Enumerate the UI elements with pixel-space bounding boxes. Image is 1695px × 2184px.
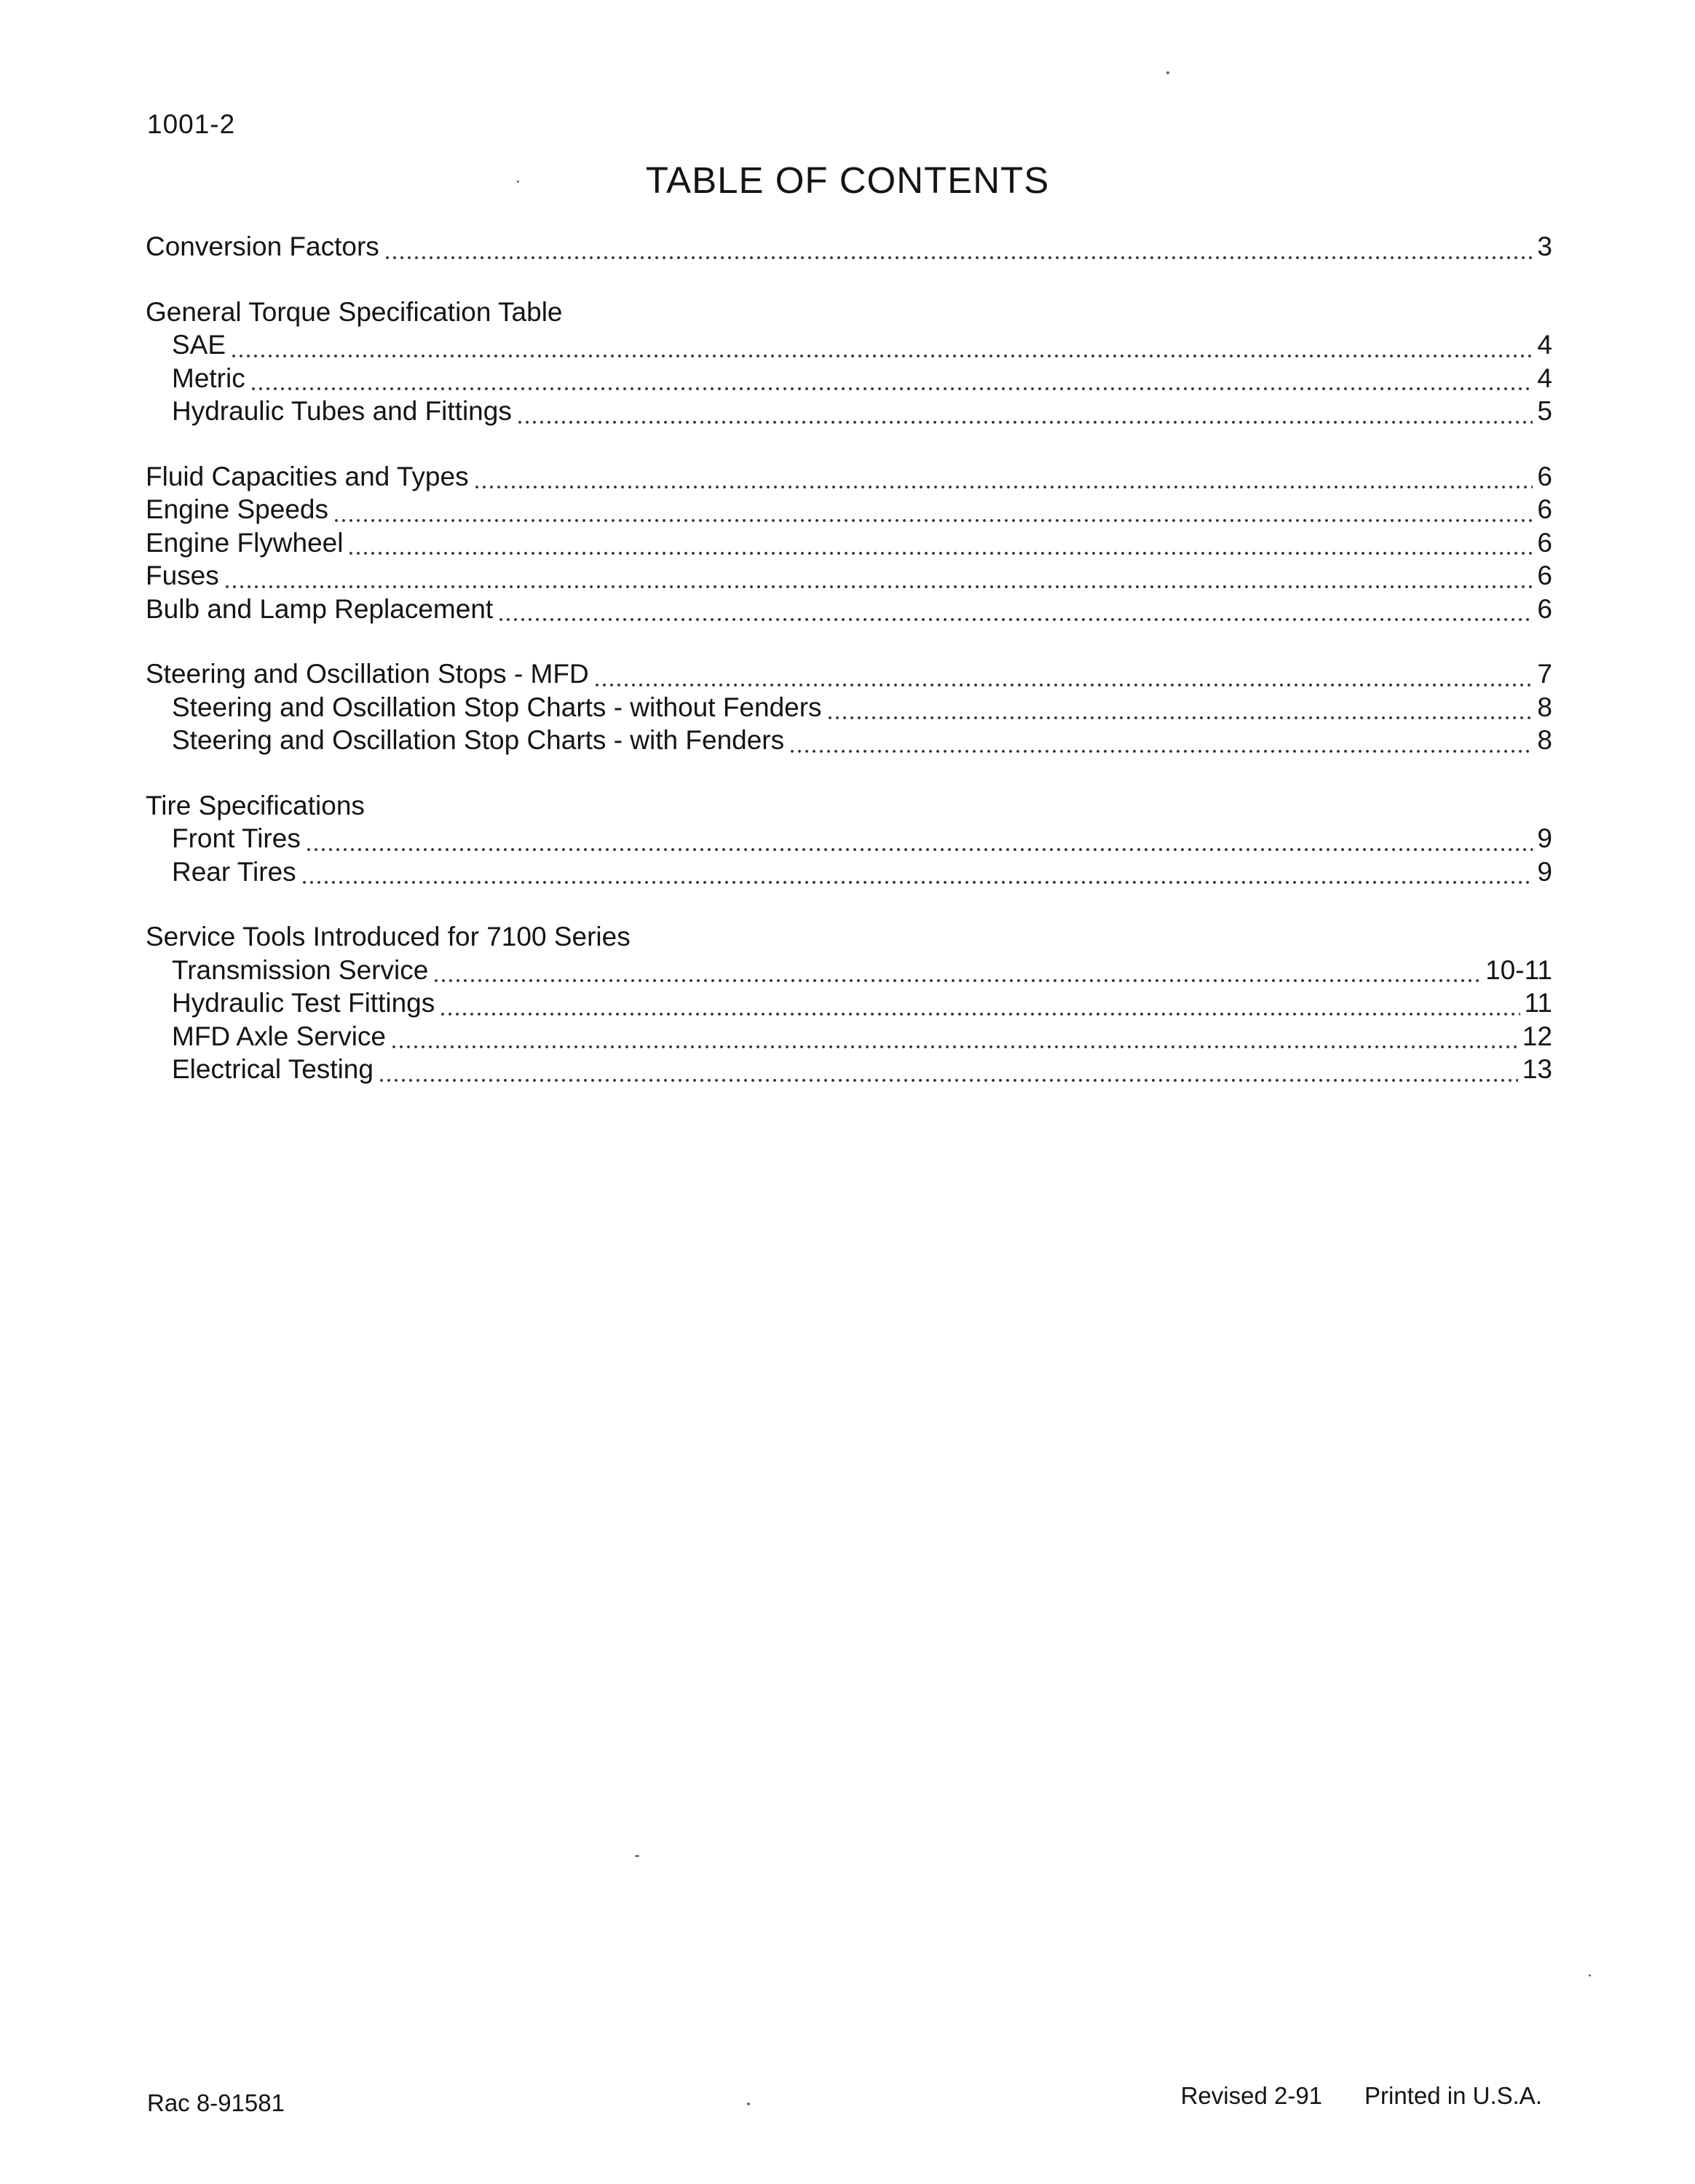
toc-section-heading — [146, 791, 1552, 824]
toc-entry-page: 6 — [1537, 494, 1552, 524]
toc-entry — [146, 232, 1552, 265]
toc-entry-label: Conversion Factors — [146, 232, 379, 261]
toc-entry — [146, 988, 1552, 1021]
dot-leader — [250, 370, 1533, 392]
printed-location: Printed in U.S.A. — [1364, 2082, 1542, 2109]
dot-leader — [333, 502, 1533, 523]
toc-entry — [146, 659, 1552, 692]
toc-group — [146, 922, 1552, 1088]
toc-entry-label: MFD Axle Service — [172, 1021, 387, 1051]
toc-entry — [146, 1054, 1552, 1088]
toc-entry-page: 13 — [1522, 1054, 1552, 1084]
dot-leader — [301, 863, 1533, 885]
dot-leader — [230, 337, 1533, 359]
toc-group — [146, 659, 1552, 759]
dot-leader — [593, 666, 1533, 688]
toc-entry — [146, 823, 1552, 857]
toc-section-heading — [146, 922, 1552, 955]
toc-entry-page: 5 — [1537, 396, 1552, 426]
toc-entry — [146, 494, 1552, 528]
dot-leader — [439, 995, 1520, 1017]
toc-entry-page: 6 — [1537, 561, 1552, 590]
page-number: 1001-2 — [147, 109, 236, 139]
toc-entry-label: Electrical Testing — [172, 1054, 374, 1084]
scan-speck — [1166, 71, 1169, 74]
scan-speck — [517, 181, 519, 183]
dot-leader — [432, 962, 1481, 984]
toc-entry-label: Steering and Oscillation Stops - MFD — [146, 659, 589, 689]
dot-leader — [516, 403, 1533, 425]
toc-entry — [146, 363, 1552, 397]
toc-group — [146, 297, 1552, 430]
toc-entry-label: Tire Specifications — [146, 790, 365, 820]
toc-group — [146, 462, 1552, 628]
dot-leader — [826, 699, 1533, 721]
toc-entry-page: 8 — [1537, 692, 1552, 722]
toc-entry-page: 8 — [1537, 725, 1552, 755]
dot-leader — [390, 1028, 1518, 1050]
toc-entry-label: Steering and Oscillation Stop Charts - without Fenders — [172, 692, 822, 722]
dot-leader — [384, 239, 1533, 261]
toc-entry-label: Steering and Oscillation Stop Charts - with Fenders — [172, 725, 785, 755]
toc-entry-page: 9 — [1537, 856, 1552, 887]
toc-entry — [146, 396, 1552, 430]
scan-speck — [747, 2102, 750, 2105]
toc-entry — [146, 528, 1552, 561]
toc-entry-label: Engine Flywheel — [146, 527, 344, 558]
toc-entry-page: 4 — [1537, 330, 1552, 360]
page-title: TABLE OF CONTENTS — [645, 159, 1050, 201]
dot-leader — [305, 831, 1533, 852]
toc-entry-label: Bulb and Lamp Replacement — [146, 593, 494, 624]
toc-entry-label: Fuses — [146, 561, 219, 590]
toc-section-heading — [146, 297, 1552, 331]
toc-entry-label: Fluid Capacities and Types — [146, 461, 469, 491]
toc-entry — [146, 462, 1552, 495]
dot-leader — [378, 1061, 1518, 1083]
toc-entry — [146, 1021, 1552, 1055]
toc-entry — [146, 692, 1552, 726]
toc-entry-label: Metric — [172, 363, 245, 393]
toc-entry — [146, 725, 1552, 759]
footer-info — [1181, 2082, 1542, 2110]
dot-leader — [473, 468, 1533, 490]
toc-entry-page: 6 — [1537, 461, 1552, 491]
toc-entry-page: 9 — [1537, 823, 1552, 853]
scan-speck — [635, 1855, 639, 1857]
toc-entry-page: 11 — [1524, 988, 1552, 1018]
toc-entry — [146, 594, 1552, 628]
toc-entry-label: Hydraulic Tubes and Fittings — [172, 396, 512, 426]
toc-entry-page: 6 — [1537, 527, 1552, 558]
toc-entry-label: Service Tools Introduced for 7100 Series — [146, 922, 631, 951]
scan-speck — [1589, 1974, 1591, 1977]
dot-leader — [224, 568, 1533, 590]
revised-date: Revised 2-91 — [1180, 2082, 1323, 2109]
toc-entry-label: Transmission Service — [172, 954, 429, 985]
toc-group — [146, 232, 1552, 265]
toc-entry-label: SAE — [172, 330, 226, 360]
toc-entry — [146, 561, 1552, 594]
toc-entry-page: 10-11 — [1485, 954, 1552, 985]
toc-entry-page: 4 — [1537, 363, 1552, 393]
toc-entry — [146, 955, 1552, 989]
toc-entry — [146, 330, 1552, 363]
toc-entry-page: 3 — [1537, 232, 1552, 261]
dot-leader — [789, 732, 1533, 754]
toc-group — [146, 791, 1552, 890]
toc-entry-page: 6 — [1537, 593, 1552, 624]
toc-entry-page: 7 — [1537, 659, 1552, 689]
document-number: Rac 8-91581 — [147, 2089, 285, 2116]
toc-entry-label: Hydraulic Test Fittings — [172, 988, 435, 1018]
toc-entry-page: 12 — [1522, 1021, 1552, 1051]
toc-entry — [146, 857, 1552, 890]
toc-entry-label: Engine Speeds — [146, 494, 328, 524]
toc-entry-label: General Torque Specification Table — [146, 296, 563, 327]
toc-entry-label: Front Tires — [172, 823, 301, 853]
toc-entry-label: Rear Tires — [172, 856, 296, 887]
table-of-contents — [146, 232, 1552, 1120]
dot-leader — [497, 601, 1533, 622]
dot-leader — [347, 534, 1533, 556]
